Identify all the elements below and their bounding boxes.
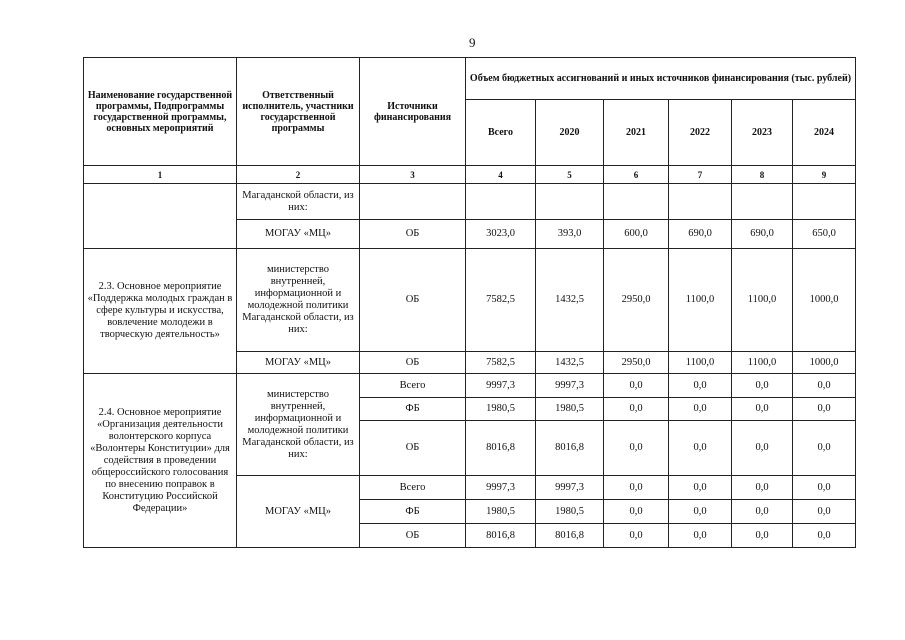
header-year-2023: 2023: [732, 100, 793, 166]
header-executor: Ответственный исполнитель, участники государственной программы: [237, 58, 360, 166]
value-cell: 0,0: [669, 374, 732, 398]
value-cell: 1432,5: [536, 352, 604, 374]
budget-table: [83, 57, 856, 548]
index-cell: 6: [604, 166, 669, 184]
value-cell: 0,0: [604, 398, 669, 421]
index-cell: 2: [237, 166, 360, 184]
header-row-1: [84, 58, 856, 100]
source-cell: ОБ: [360, 249, 466, 352]
value-cell: 0,0: [669, 524, 732, 548]
value-cell: 0,0: [732, 421, 793, 476]
value-cell: 393,0: [536, 220, 604, 249]
table-row: [84, 249, 856, 352]
value-cell: 0,0: [793, 476, 856, 500]
value-cell: 1000,0: [793, 352, 856, 374]
value-cell: 1100,0: [669, 352, 732, 374]
header-year-2020: 2020: [536, 100, 604, 166]
source-cell: ФБ: [360, 500, 466, 524]
value-cell: 2950,0: [604, 249, 669, 352]
header-funding-source: Источники финансирования: [360, 58, 466, 166]
page-number: 9: [469, 35, 476, 50]
value-cell: 0,0: [732, 476, 793, 500]
value-cell: 8016,8: [536, 421, 604, 476]
executor-cell: МОГАУ «МЦ»: [237, 476, 360, 548]
value-cell: 0,0: [669, 421, 732, 476]
executor-cell: министерство внутренней, информационной и молодежной политики Магаданской области, из них:: [237, 374, 360, 476]
index-cell: 8: [732, 166, 793, 184]
value-cell: 0,0: [669, 500, 732, 524]
value-cell: 690,0: [732, 220, 793, 249]
value-cell: 1100,0: [669, 249, 732, 352]
index-cell: 9: [793, 166, 856, 184]
header-total: Всего: [466, 100, 536, 166]
program-name-cell: 2.4. Основное мероприятие «Организация деятельности волонтерского корпуса «Волонтеры Конституции» для содействия в проведении общероссийского голосования по внесению поправок в Конституцию Российской Федерации»: [84, 374, 237, 548]
value-cell: 7582,5: [466, 249, 536, 352]
source-cell: ОБ: [360, 421, 466, 476]
source-cell: ОБ: [360, 524, 466, 548]
table-row: [84, 184, 856, 220]
source-cell: ФБ: [360, 398, 466, 421]
value-cell: 0,0: [793, 500, 856, 524]
value-cell: 9997,3: [466, 374, 536, 398]
executor-cell: министерство внутренней, информационной и молодежной политики Магаданской области, из них:: [237, 249, 360, 352]
index-cell: 3: [360, 166, 466, 184]
value-cell: 2950,0: [604, 352, 669, 374]
executor-cell: МОГАУ «МЦ»: [237, 220, 360, 249]
source-cell: Всего: [360, 476, 466, 500]
value-cell: 0,0: [604, 500, 669, 524]
column-index-row: [84, 166, 856, 184]
header-year-2022: 2022: [669, 100, 732, 166]
header-year-2021: 2021: [604, 100, 669, 166]
value-cell: 0,0: [793, 421, 856, 476]
header-budget-volume: Объем бюджетных ассигнований и иных источников финансирования (тыс. рублей): [466, 58, 856, 100]
value-cell: 3023,0: [466, 220, 536, 249]
value-cell: 0,0: [604, 374, 669, 398]
source-cell: Всего: [360, 374, 466, 398]
value-cell: 1100,0: [732, 352, 793, 374]
value-cell: 0,0: [732, 500, 793, 524]
value-cell: 1980,5: [536, 398, 604, 421]
header-year-2024: 2024: [793, 100, 856, 166]
header-program-name: Наименование государственной программы, Подпрограммы государственной программы, основных мероприятий: [84, 58, 237, 166]
source-cell: ОБ: [360, 352, 466, 374]
value-cell: 0,0: [793, 374, 856, 398]
index-cell: 5: [536, 166, 604, 184]
value-cell: 1980,5: [466, 500, 536, 524]
index-cell: 1: [84, 166, 237, 184]
value-cell: 0,0: [604, 421, 669, 476]
index-cell: 4: [466, 166, 536, 184]
value-cell: 0,0: [732, 398, 793, 421]
value-cell: 7582,5: [466, 352, 536, 374]
value-cell: 0,0: [732, 374, 793, 398]
index-cell: 7: [669, 166, 732, 184]
source-cell: ОБ: [360, 220, 466, 249]
value-cell: 0,0: [669, 398, 732, 421]
value-cell: 9997,3: [536, 374, 604, 398]
value-cell: 650,0: [793, 220, 856, 249]
value-cell: 9997,3: [466, 476, 536, 500]
source-cell: [360, 184, 466, 220]
executor-cell: МОГАУ «МЦ»: [237, 352, 360, 374]
program-name-cell: 2.3. Основное мероприятие «Поддержка молодых граждан в сфере культуры и искусства, вовлечение молодежи в творческую деятельность»: [84, 249, 237, 374]
value-cell: 0,0: [604, 476, 669, 500]
value-cell: 1000,0: [793, 249, 856, 352]
value-cell: 1980,5: [536, 500, 604, 524]
value-cell: 600,0: [604, 220, 669, 249]
value-cell: 0,0: [793, 524, 856, 548]
value-cell: 8016,8: [466, 421, 536, 476]
value-cell: 0,0: [604, 524, 669, 548]
value-cell: 9997,3: [536, 476, 604, 500]
value-cell: 8016,8: [466, 524, 536, 548]
executor-cell: Магаданской области, из них:: [237, 184, 360, 220]
value-cell: 1100,0: [732, 249, 793, 352]
value-cell: 690,0: [669, 220, 732, 249]
value-cell: 1980,5: [466, 398, 536, 421]
value-cell: 1432,5: [536, 249, 604, 352]
value-cell: 0,0: [732, 524, 793, 548]
value-cell: 0,0: [793, 398, 856, 421]
program-name-cell: [84, 184, 237, 249]
table-row: [84, 374, 856, 398]
value-cell: 8016,8: [536, 524, 604, 548]
value-cell: 0,0: [669, 476, 732, 500]
